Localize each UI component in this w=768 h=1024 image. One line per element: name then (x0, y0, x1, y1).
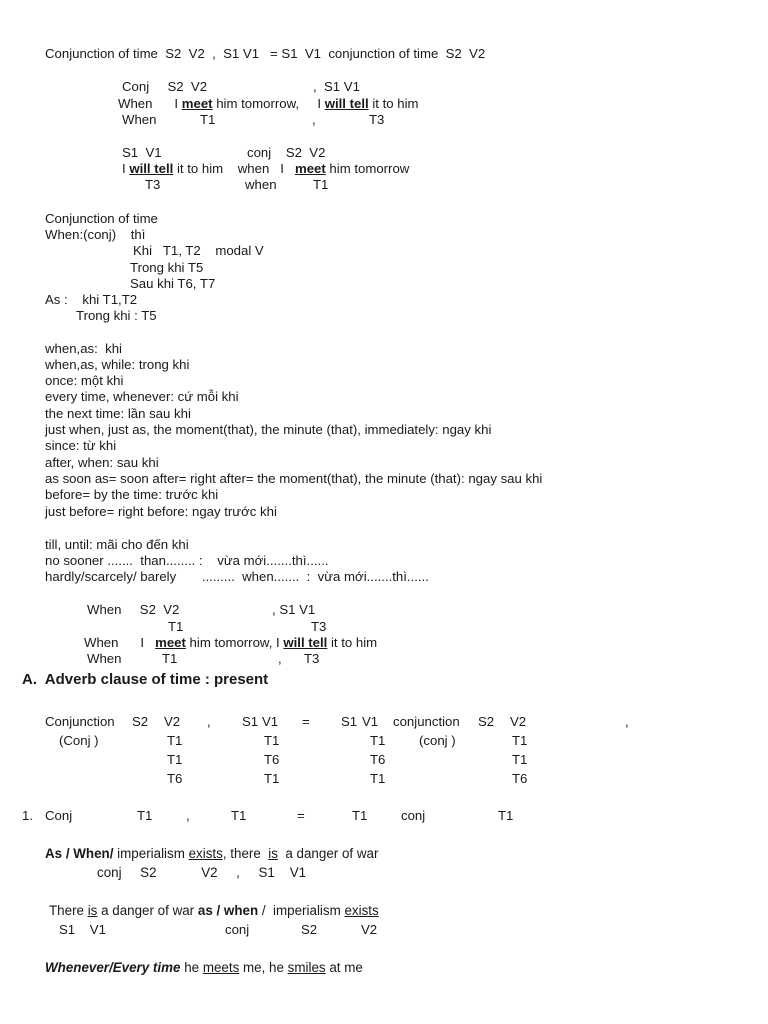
ex3-sentence: When I meet him tomorrow, I will tell it to him (84, 635, 378, 650)
ex1-sentence: When I meet him tomorrow, I will tell it to him (118, 96, 419, 111)
example-sentence-3: Whenever/Every time he meets me, he smiles at me (45, 960, 363, 975)
item1-cell: T1 (498, 808, 514, 823)
item1-cell: T1 (137, 808, 153, 823)
conj-time-as: As : khi T1,T2 (45, 292, 138, 307)
formula-line: Conjunction of time S2 V2 , S1 V1 = S1 V1 conjunction of time S2 V2 (45, 46, 486, 61)
item1-cell: T1 (231, 808, 247, 823)
example-sentence-2-label: S2 (301, 922, 318, 937)
table-cell: T1 (167, 733, 183, 748)
table-cell: T1 (512, 733, 528, 748)
table-header-cell: S2 (478, 714, 495, 729)
table-header-cell: V1 (362, 714, 379, 729)
table-header-cell: = (302, 714, 310, 729)
conj-time-as-trong: Trong khi : T5 (76, 308, 157, 323)
vocab-item: when,as: khi (45, 341, 122, 356)
vocab-item: since: từ khi (45, 438, 117, 453)
ex2-tense-when: when (245, 177, 277, 192)
ex2-sentence: I will tell it to him when I meet him tomorrow (122, 161, 410, 176)
vocab-item: just before= right before: ngay trước khi (45, 504, 277, 519)
table-cell: T1 (264, 771, 280, 786)
table-cell: T1 (264, 733, 280, 748)
table-cell: (conj ) (419, 733, 456, 748)
ex1-tense-comma: , (312, 112, 316, 127)
item1-cell: , (186, 808, 190, 823)
vocab-item: every time, whenever: cứ mỗi khi (45, 389, 239, 404)
ex2-tense-t3: T3 (145, 177, 161, 192)
table-cell: T1 (512, 752, 528, 767)
ex1-tense-when: When (122, 112, 157, 127)
ex1-tense-t1: T1 (200, 112, 216, 127)
ex3-header-a: When S2 V2 (87, 602, 180, 617)
table-header-cell: , (625, 714, 629, 729)
ex3-tense-comma: , (278, 651, 282, 666)
table-header-cell: V2 (164, 714, 181, 729)
table-cell: T1 (370, 771, 386, 786)
example-sentence-2-label: conj (225, 922, 250, 937)
vocab-item: once: một khi (45, 373, 124, 388)
vocab2-item: till, until: mãi cho đến khi (45, 537, 189, 552)
example-sentence-2-label: V2 (361, 922, 378, 937)
ex3-tense-t3a: T3 (311, 619, 327, 634)
section-a-heading: A. Adverb clause of time : present (22, 671, 269, 688)
item1-cell: Conj (45, 808, 73, 823)
table-header-cell: S1 (242, 714, 259, 729)
table-header-cell: , (207, 714, 211, 729)
vocab-item: the next time: lần sau khi (45, 406, 191, 421)
table-header-cell: V1 (262, 714, 279, 729)
ex1-header-a: Conj S2 V2 (122, 79, 208, 94)
item1-cell: conj (401, 808, 426, 823)
example-sentence-2-label: S1 V1 (59, 922, 106, 937)
conj-time-when: When:(conj) thì (45, 227, 146, 242)
ex2-tense-t1: T1 (313, 177, 329, 192)
table-cell: T6 (512, 771, 528, 786)
example-sentence-2: There is a danger of war as / when / imperialism exists (49, 903, 379, 918)
vocab-item: when,as, while: trong khi (45, 357, 190, 372)
example-sentence-1-labels: conj S2 V2 , S1 V1 (97, 865, 307, 880)
conj-time-khi: Khi T1, T2 modal V (133, 243, 264, 258)
item1-cell: = (297, 808, 305, 823)
vocab-item: before= by the time: trước khi (45, 487, 219, 502)
table-header-cell: Conjunction (45, 714, 115, 729)
vocab-item: after, when: sau khi (45, 455, 159, 470)
ex3-header-b: , S1 V1 (272, 602, 316, 617)
ex3-tense-t1b: T1 (162, 651, 178, 666)
table-header-cell: S1 (341, 714, 358, 729)
vocab2-item: no sooner ....... than........ : vừa mới.......thì...... (45, 553, 329, 568)
conj-time-trong-khi: Trong khi T5 (130, 260, 204, 275)
table-cell: T1 (370, 733, 386, 748)
vocab2-item: hardly/scarcely/ barely ......... when....... : vừa mới.......thì...... (45, 569, 429, 584)
table-cell: T1 (167, 752, 183, 767)
ex3-tense-t3b: T3 (304, 651, 320, 666)
table-header-cell: V2 (510, 714, 527, 729)
table-header-cell: conjunction (393, 714, 460, 729)
conj-time-title: Conjunction of time (45, 211, 158, 226)
ex3-tense-t1a: T1 (168, 619, 184, 634)
ex1-tense-t3: T3 (369, 112, 385, 127)
ex2-header-b: conj S2 V2 (247, 145, 326, 160)
table-cell: T6 (264, 752, 280, 767)
table-cell: T6 (167, 771, 183, 786)
ex1-header-b: , S1 V1 (313, 79, 360, 94)
vocab-item: just when, just as, the moment(that), the minute (that), immediately: ngay khi (45, 422, 492, 437)
table-cell: (Conj ) (59, 733, 99, 748)
table-header-cell: S2 (132, 714, 149, 729)
example-sentence-1: As / When/ imperialism exists, there is a danger of war (45, 846, 379, 861)
item-number: 1. (22, 808, 33, 823)
ex3-tense-when: When (87, 651, 122, 666)
conj-time-sau-khi: Sau khi T6, T7 (130, 276, 216, 291)
item1-cell: T1 (352, 808, 368, 823)
ex2-header-a: S1 V1 (122, 145, 162, 160)
table-cell: T6 (370, 752, 386, 767)
vocab-item: as soon as= soon after= right after= the moment(that), the minute (that): ngay sau khi (45, 471, 543, 486)
